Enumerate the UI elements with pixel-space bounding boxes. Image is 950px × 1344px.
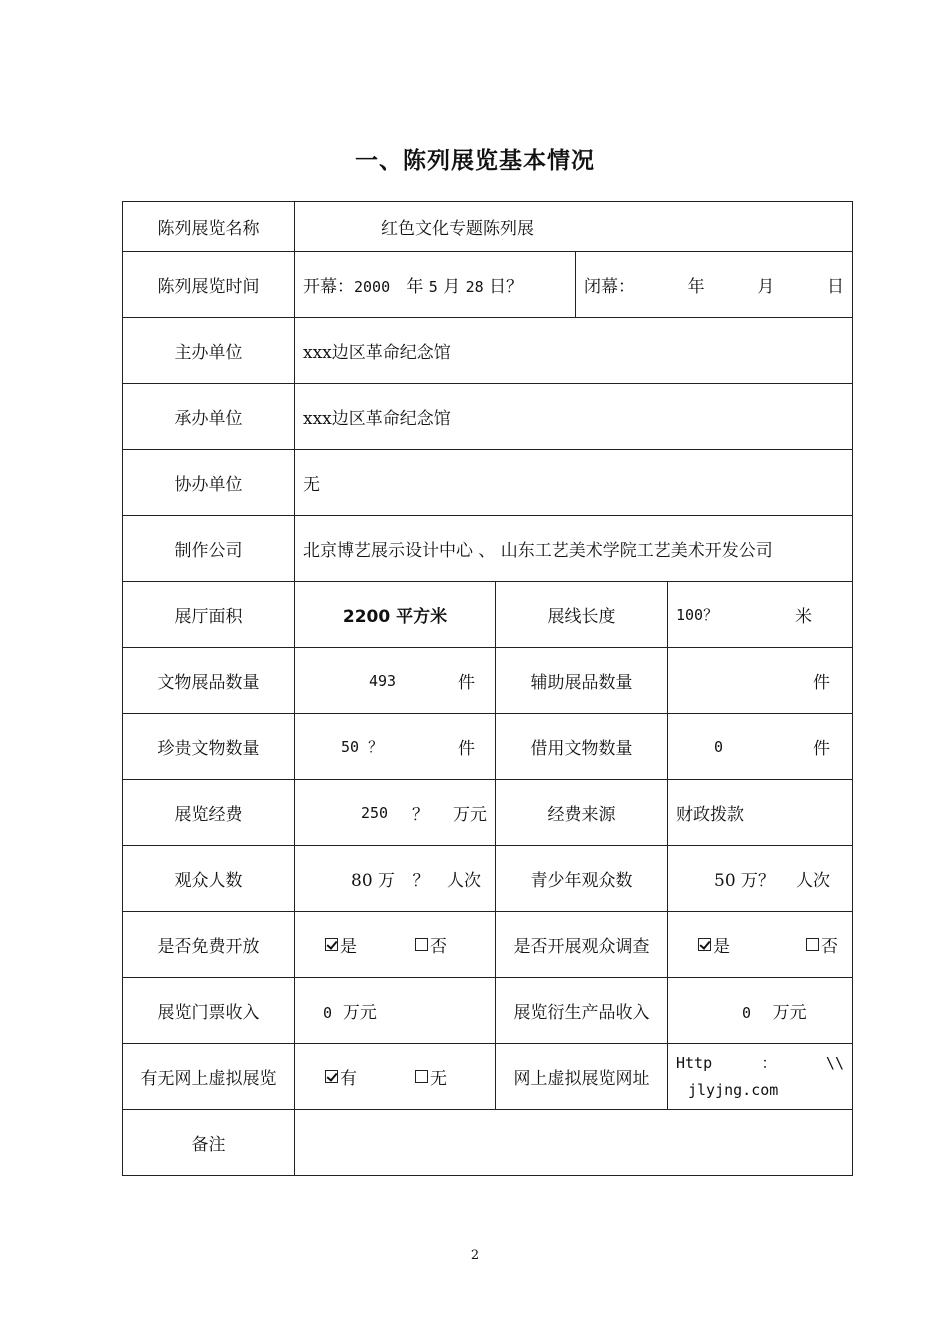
remarks-value — [295, 1110, 853, 1176]
visitors-cell — [295, 846, 496, 912]
line-length-label: 展线长度 — [496, 582, 668, 648]
table-row — [123, 1110, 853, 1176]
budget-cell — [295, 780, 496, 846]
day-unit: 日？ — [489, 277, 524, 297]
exhibition-info-table — [122, 201, 853, 1176]
line-length-unit: 米 — [795, 607, 812, 627]
youth-visitors-label: 青少年观众数 — [496, 846, 668, 912]
budget-source-value: 财政拨款 — [668, 780, 853, 846]
free-open-yes-label: 是 — [340, 937, 357, 957]
checked-checkbox-icon[interactable] — [325, 938, 338, 951]
precious-count-label: 珍贵文物数量 — [123, 714, 295, 780]
free-open-options — [295, 912, 496, 978]
survey-no-option[interactable] — [806, 932, 838, 957]
budget-unit: 万元 — [453, 805, 487, 825]
ticket-income-value: 0 — [323, 1004, 333, 1022]
aux-count-label: 辅助展品数量 — [496, 648, 668, 714]
opening-prefix: 开幕： — [303, 277, 354, 297]
virtual-label: 有无网上虚拟展览 — [123, 1044, 295, 1110]
exhibition-name: 红色文化专题陈列展 — [295, 202, 853, 252]
closing-date — [576, 252, 853, 318]
survey-no-label: 否 — [821, 937, 838, 957]
url-part-slashes: \\ — [825, 1053, 844, 1072]
table-row — [123, 780, 853, 846]
relics-count-cell — [295, 648, 496, 714]
free-open-label: 是否免费开放 — [123, 912, 295, 978]
borrowed-count-label: 借用文物数量 — [496, 714, 668, 780]
precious-count-value: 50 ？ — [341, 738, 384, 756]
checked-checkbox-icon[interactable] — [698, 938, 711, 951]
budget-source-label: 经费来源 — [496, 780, 668, 846]
opening-month: 5 — [428, 278, 438, 296]
free-open-yes-option[interactable] — [325, 932, 357, 957]
name-label: 陈列展览名称 — [123, 202, 295, 252]
closing-prefix: 闭幕： — [584, 277, 635, 297]
table-row — [123, 450, 853, 516]
virtual-no-label: 无 — [430, 1069, 447, 1089]
remarks-label: 备注 — [123, 1110, 295, 1176]
derivative-income-cell — [668, 978, 853, 1044]
url-part-domain: jlyjng.com — [688, 1080, 779, 1099]
derivative-income-value: 0 — [742, 1004, 752, 1022]
relics-count-label: 文物展品数量 — [123, 648, 295, 714]
budget-value: 250 — [361, 803, 389, 822]
survey-yes-option[interactable] — [698, 932, 730, 957]
url-part-protocol: Http — [676, 1053, 713, 1072]
aux-count-unit: 件 — [813, 673, 830, 693]
visitors-question: ？ — [412, 871, 430, 891]
organizer-value: xxx边区革命纪念馆 — [295, 384, 853, 450]
survey-label: 是否开展观众调查 — [496, 912, 668, 978]
visitors-unit: 人次 — [446, 871, 481, 891]
sponsor-label: 主办单位 — [123, 318, 295, 384]
page-title: 一、陈列展览基本情况 — [355, 148, 595, 174]
opening-day: 28 — [465, 278, 484, 296]
table-row — [123, 846, 853, 912]
time-label: 陈列展览时间 — [123, 252, 295, 318]
page-number: 2 — [470, 1248, 480, 1263]
hall-area-value: 2200 平方米 — [295, 582, 496, 648]
precious-count-unit: 件 — [458, 739, 475, 759]
borrowed-count-unit: 件 — [813, 739, 830, 759]
table-row — [123, 202, 853, 252]
opening-year: 2000 — [354, 278, 391, 296]
co-organizer-value: 无 — [295, 450, 853, 516]
survey-yes-label: 是 — [713, 937, 730, 957]
table-row — [123, 912, 853, 978]
line-length-value: 100？ — [676, 606, 719, 624]
table-row — [123, 582, 853, 648]
hall-area-label: 展厅面积 — [123, 582, 295, 648]
relics-count-unit: 件 — [458, 673, 475, 693]
closing-day-unit: 日 — [826, 277, 844, 297]
unchecked-checkbox-icon[interactable] — [806, 938, 819, 951]
producer-label: 制作公司 — [123, 516, 295, 582]
ticket-income-unit: 万元 — [342, 1003, 377, 1023]
closing-year-unit: 年 — [687, 277, 705, 297]
organizer-label: 承办单位 — [123, 384, 295, 450]
sponsor-value: xxx边区革命纪念馆 — [295, 318, 853, 384]
table-row — [123, 516, 853, 582]
checked-checkbox-icon[interactable] — [325, 1070, 338, 1083]
visitors-value: 80 万 — [351, 871, 396, 891]
youth-visitors-cell — [668, 846, 853, 912]
table-row — [123, 252, 853, 318]
closing-month-unit: 月 — [757, 277, 775, 297]
virtual-yes-label: 有 — [340, 1069, 357, 1089]
borrowed-count-value: 0 — [714, 737, 724, 756]
derivative-income-label: 展览衍生产品收入 — [496, 978, 668, 1044]
table-row — [123, 648, 853, 714]
budget-question: ？ — [412, 805, 430, 825]
co-organizer-label: 协办单位 — [123, 450, 295, 516]
free-open-no-label: 否 — [430, 937, 447, 957]
aux-count-cell — [668, 648, 853, 714]
year-unit: 年 — [406, 277, 424, 297]
table-row — [123, 1044, 853, 1110]
url-part-colon: ： — [761, 1053, 777, 1072]
table-row — [123, 714, 853, 780]
unchecked-checkbox-icon[interactable] — [415, 938, 428, 951]
visitors-label: 观众人数 — [123, 846, 295, 912]
budget-label: 展览经费 — [123, 780, 295, 846]
month-unit: 月 — [443, 277, 461, 297]
relics-count-value: 493 — [369, 671, 397, 690]
table-row — [123, 318, 853, 384]
derivative-income-unit: 万元 — [772, 1003, 807, 1023]
borrowed-count-cell — [668, 714, 853, 780]
ticket-income-label: 展览门票收入 — [123, 978, 295, 1044]
unchecked-checkbox-icon[interactable] — [415, 1070, 428, 1083]
precious-count-cell — [295, 714, 496, 780]
virtual-url-label: 网上虚拟展览网址 — [496, 1044, 668, 1110]
survey-options — [668, 912, 853, 978]
virtual-no-option[interactable] — [415, 1064, 447, 1089]
free-open-no-option[interactable] — [415, 932, 447, 957]
table-row — [123, 384, 853, 450]
youth-visitors-value: 50 万？ — [714, 871, 776, 891]
virtual-options — [295, 1044, 496, 1110]
table-row — [123, 978, 853, 1044]
line-length-cell — [668, 582, 853, 648]
youth-visitors-unit: 人次 — [796, 871, 830, 891]
virtual-url-value[interactable] — [668, 1050, 852, 1104]
virtual-yes-option[interactable] — [325, 1064, 357, 1089]
producer-value: 北京博艺展示设计中心 、 山东工艺美术学院工艺美术开发公司 — [295, 516, 853, 582]
opening-date — [295, 252, 576, 318]
virtual-url-cell — [668, 1044, 853, 1110]
ticket-income-cell — [295, 978, 496, 1044]
